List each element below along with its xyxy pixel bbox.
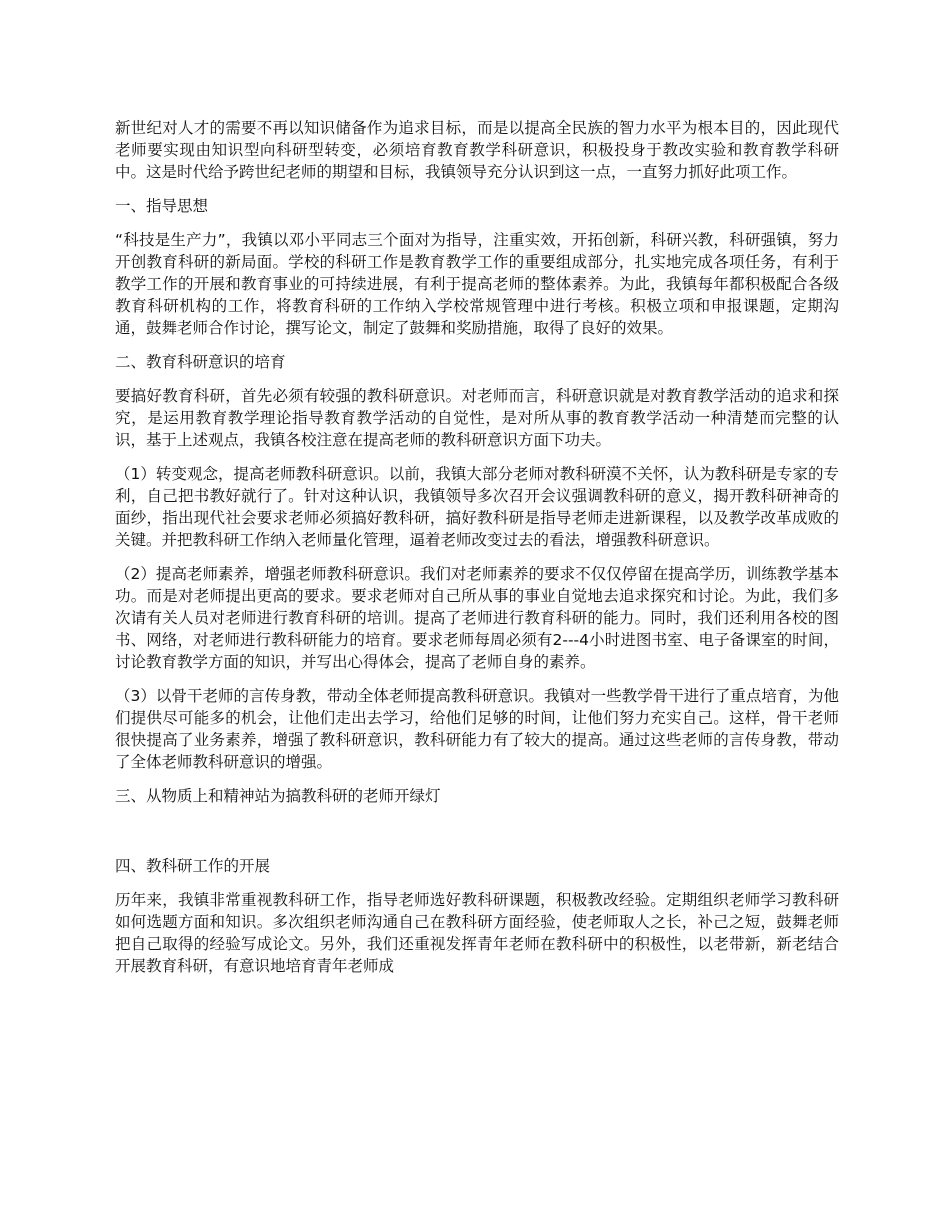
document-body <box>115 117 839 989</box>
paragraph-intro: 新世纪对人才的需要不再以知识储备作为追求目标，而是以提高全民族的智力水平为根本目的，因此现代老师要实现由知识型向科研型转变，必须培育教育教学科研意识，积极投身于教改实验和教育教学科研中。这是时代给予跨世纪老师的期望和目标，我镇领导充分认识到这一点，一直努力抓好此项工作。 <box>115 119 839 181</box>
paragraph-point-2: （2）提高老师素养，增强老师教科研意识。我们对老师素养的要求不仅仅停留在提高学历，训练教学基本功。而是对老师提出更高的要求。要求老师对自己所从事的事业自觉地去追求探究和讨论。为此，我们多次请有关人员对老师进行教育科研的培训。提高了老师进行教育科研的能力。同时，我们还利用各校的图书、网络，对老师进行教科研能力的培育。要求老师每周必须有2---4小时进图书室、电子备课室的时间，讨论教育教学方面的知识，并写出心得体会，提高了老师自身的素养。 <box>115 565 839 671</box>
paragraph-point-1: （1）转变观念，提高老师教科研意识。以前，我镇大部分老师对教科研漠不关怀，认为教科研是专家的专利，自己把书教好就行了。针对这种认识，我镇领导多次召开会议强调教科研的意义，揭开教科研神奇的面纱，指出现代社会要求老师必须搞好教科研，搞好教科研是指导老师走进新课程，以及教学改革成败的关键。并把教科研工作纳入老师量化管理，逼着老师改变过去的看法，增强教科研意识。 <box>115 465 839 549</box>
section-heading-guiding-ideology: 一、指导思想 <box>115 197 209 215</box>
paragraph-guiding-ideology: “科技是生产力”，我镇以邓小平同志三个面对为指导，注重实效，开拓创新，科研兴教，科研强镇，努力开创教育科研的新局面。学校的科研工作是教育教学工作的重要组成部分，扎实地完成各项任务，有利于教学工作的开展和教育事业的可持续进展，有利于提高老师的整体素养。为此，我镇每年都积极配合各级教育科研机构的工作，将教育科研的工作纳入学校常规管理中进行考核。积极立项和申报课题，定期沟通，鼓舞老师合作讨论，撰写论文，制定了鼓舞和奖励措施，取得了良好的效果。 <box>115 231 839 337</box>
blank-gap <box>115 819 839 855</box>
paragraph-point-3: （3）以骨干老师的言传身教，带动全体老师提高教科研意识。我镇对一些教学骨干进行了重点培育，为他们提供尽可能多的机会，让他们走出去学习，给他们足够的时间，让他们努力充实自己。这样，骨干老师很快提高了业务素养，增强了教科研意识，教科研能力有了较大的提高。通过这些老师的言传身教，带动了全体老师教科研意识的增强。 <box>115 687 839 771</box>
section-heading-research-work: 四、教科研工作的开展 <box>115 857 271 875</box>
paragraph-research-work: 历年来，我镇非常重视教科研工作，指导老师选好教科研课题，积极教改经验。定期组织老师学习教科研如何选题方面和知识。多次组织老师沟通自己在教科研方面经验，使老师取人之长，补己之短，鼓舞老师把自己取得的经验写成论文。另外，我们还重视发挥青年老师在教科研中的积极性，以老带新，新老结合开展教育科研，有意识地培育青年老师成 <box>115 891 839 975</box>
paragraph-research-awareness: 要搞好教育科研，首先必须有较强的教科研意识。对老师而言，科研意识就是对教育教学活动的追求和探究，是运用教育教学理论指导教育教学活动的自觉性，是对所从事的教育教学活动一种清楚而完整的认识，基于上述观点，我镇各校注意在提高老师的教科研意识方面下功夫。 <box>115 387 839 449</box>
section-heading-research-awareness: 二、教育科研意识的培育 <box>115 353 286 371</box>
section-heading-green-light: 三、从物质上和精神站为搞教科研的老师开绿灯 <box>115 787 441 805</box>
